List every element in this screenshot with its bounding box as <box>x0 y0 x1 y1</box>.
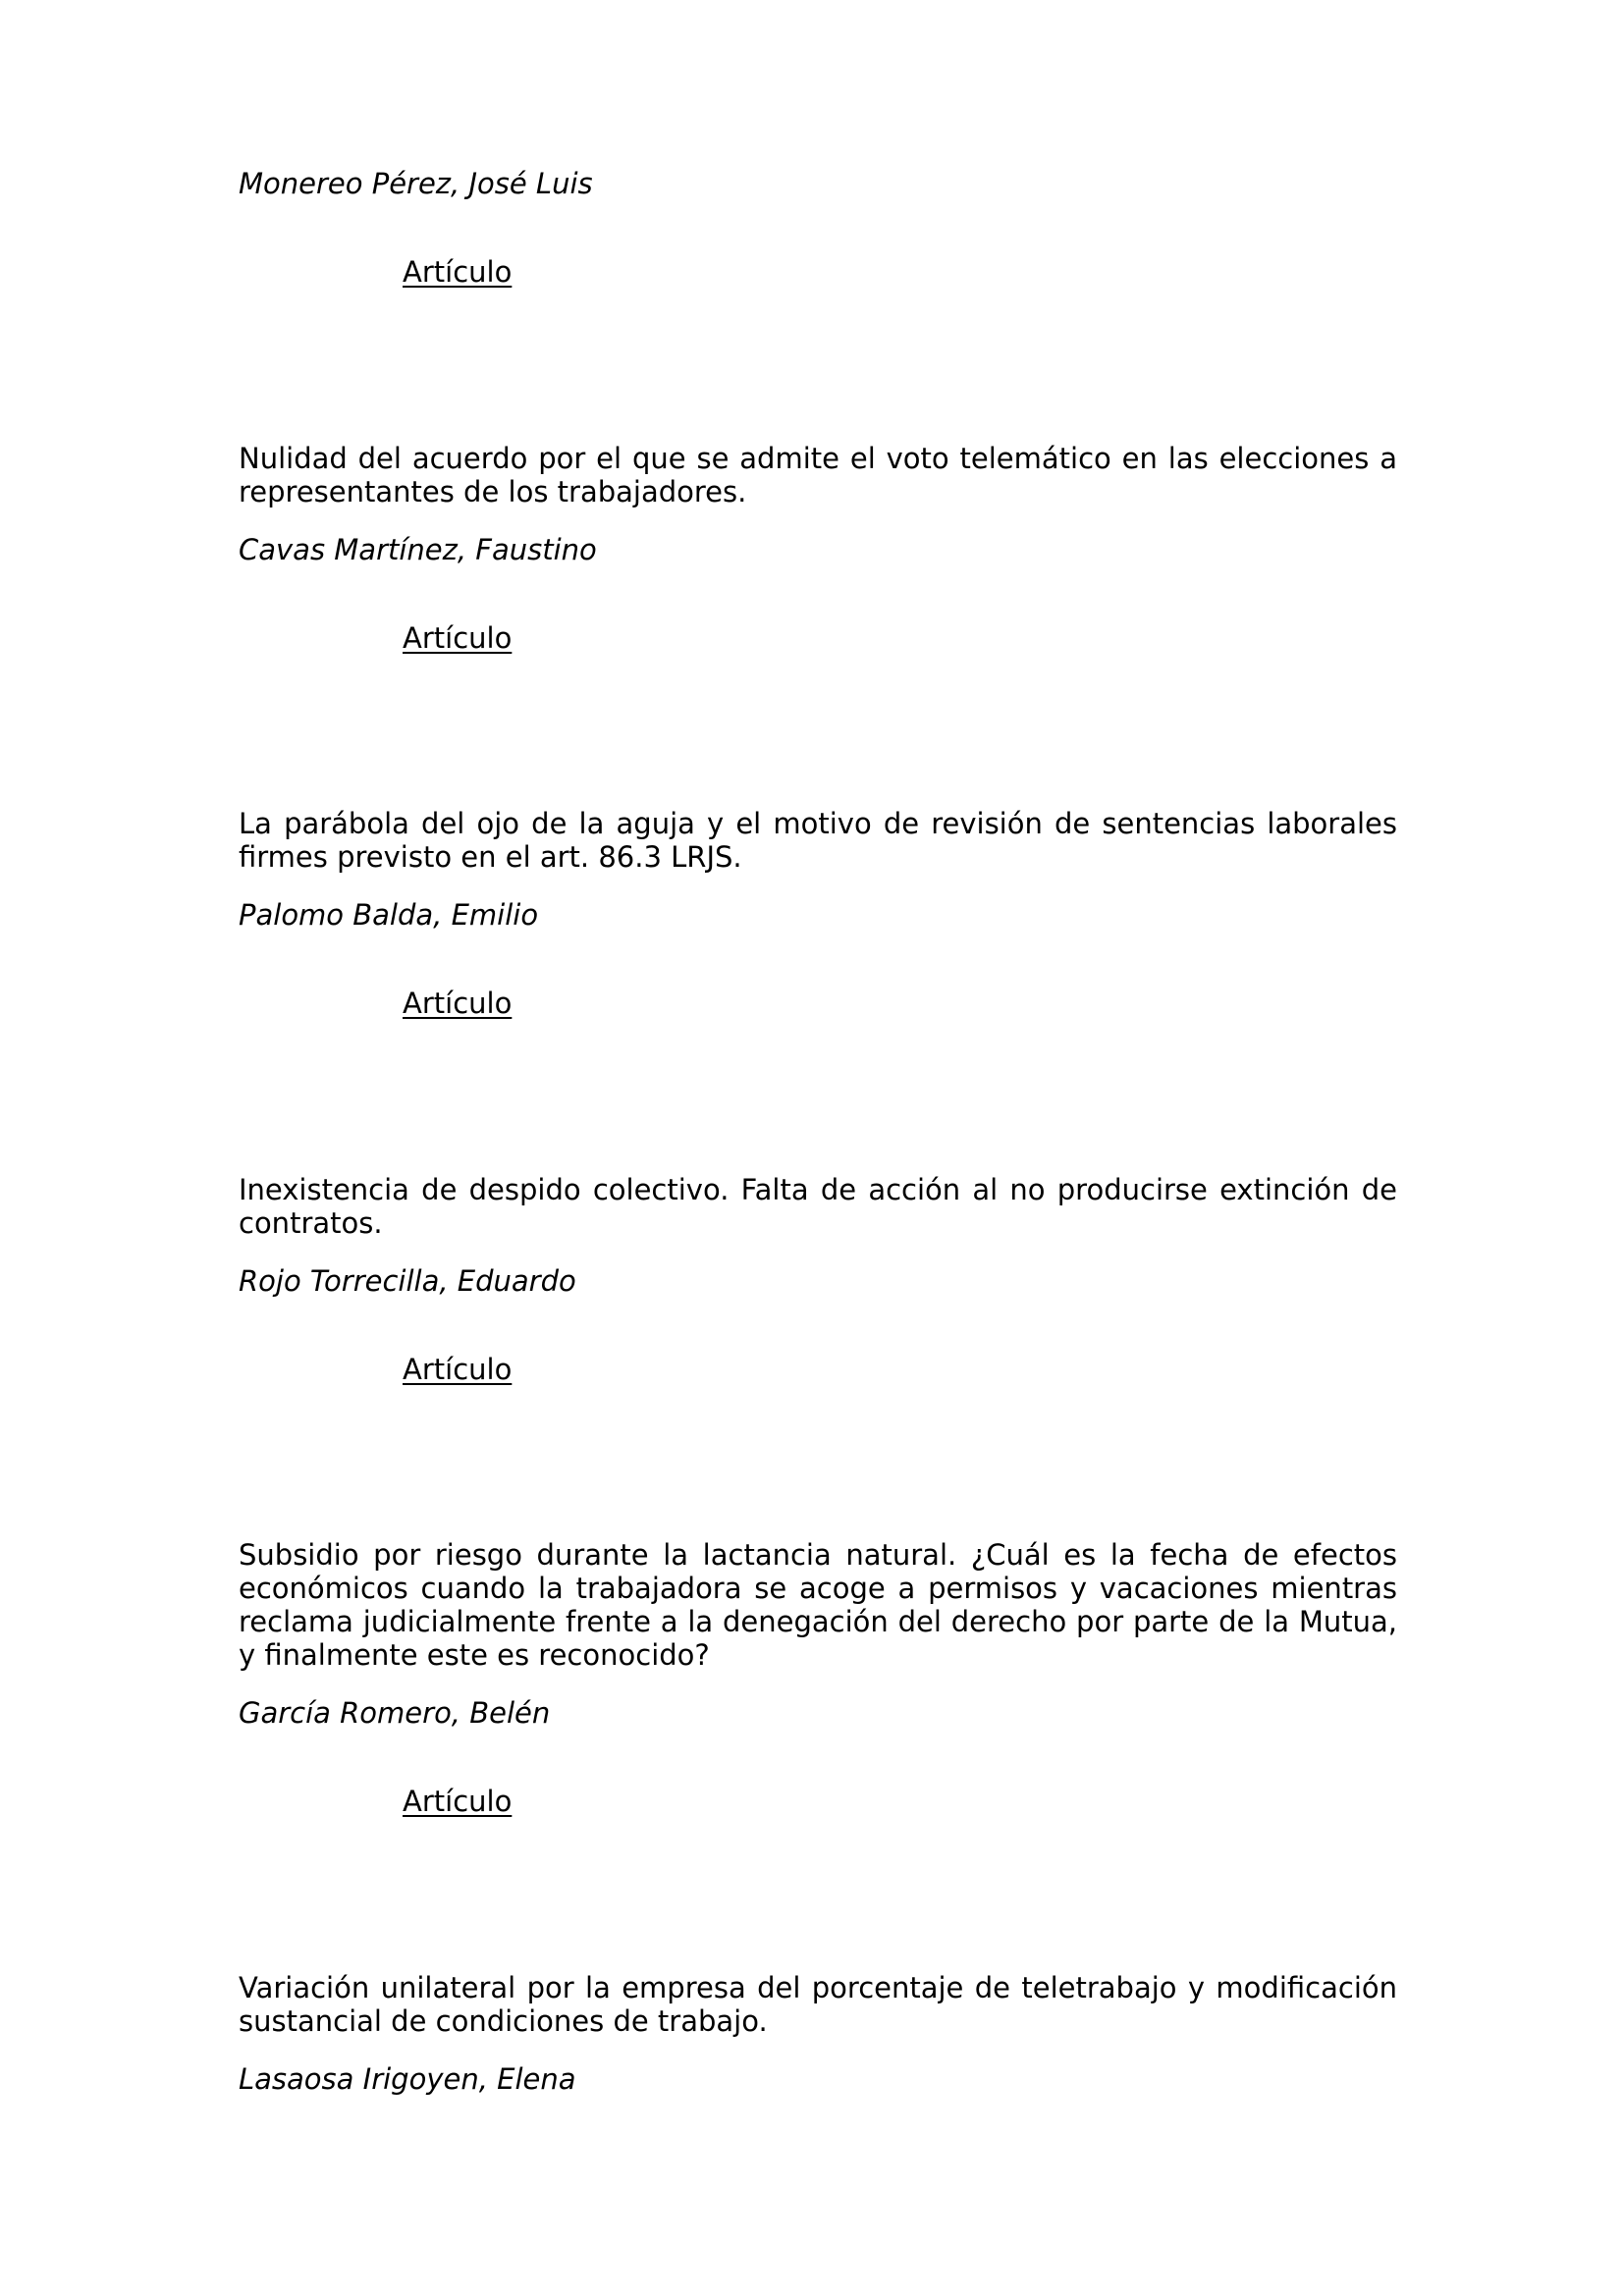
article-author: Cavas Martínez, Faustino <box>239 533 597 566</box>
article-author: Monereo Pérez, José Luis <box>239 167 593 200</box>
article-author: Rojo Torrecilla, Eduardo <box>239 1264 576 1298</box>
article-link[interactable]: Artículo <box>403 987 513 1020</box>
article-title: Subsidio por riesgo durante la lactancia natural. ¿Cuál es la fecha de efectos económicos cuando la trabajadora se acoge a permisos y vacaciones mientras reclama judicialmente frente a la denegación del derecho por parte de la Mutua, y finalmente este es reconocido? <box>239 1538 1397 1672</box>
article-author: Lasaosa Irigoyen, Elena <box>239 2062 576 2096</box>
article-title: La parábola del ojo de la aguja y el motivo de revisión de sentencias laborales firmes previsto en el art. 86.3 LRJS. <box>239 807 1397 874</box>
article-link[interactable]: Artículo <box>403 255 513 289</box>
article-author: Palomo Balda, Emilio <box>239 898 539 932</box>
article-title: Inexistencia de despido colectivo. Falta de acción al no producirse extinción de contratos. <box>239 1173 1397 1240</box>
article-title: Nulidad del acuerdo por el que se admite el voto telemático en las elecciones a representantes de los trabajadores. <box>239 442 1397 508</box>
article-link[interactable]: Artículo <box>403 621 513 655</box>
article-link[interactable]: Artículo <box>403 1353 513 1386</box>
article-link[interactable]: Artículo <box>403 1785 513 1818</box>
article-title: Variación unilateral por la empresa del porcentaje de teletrabajo y modificación sustancial de condiciones de trabajo. <box>239 1971 1397 2038</box>
article-author: García Romero, Belén <box>239 1696 551 1730</box>
